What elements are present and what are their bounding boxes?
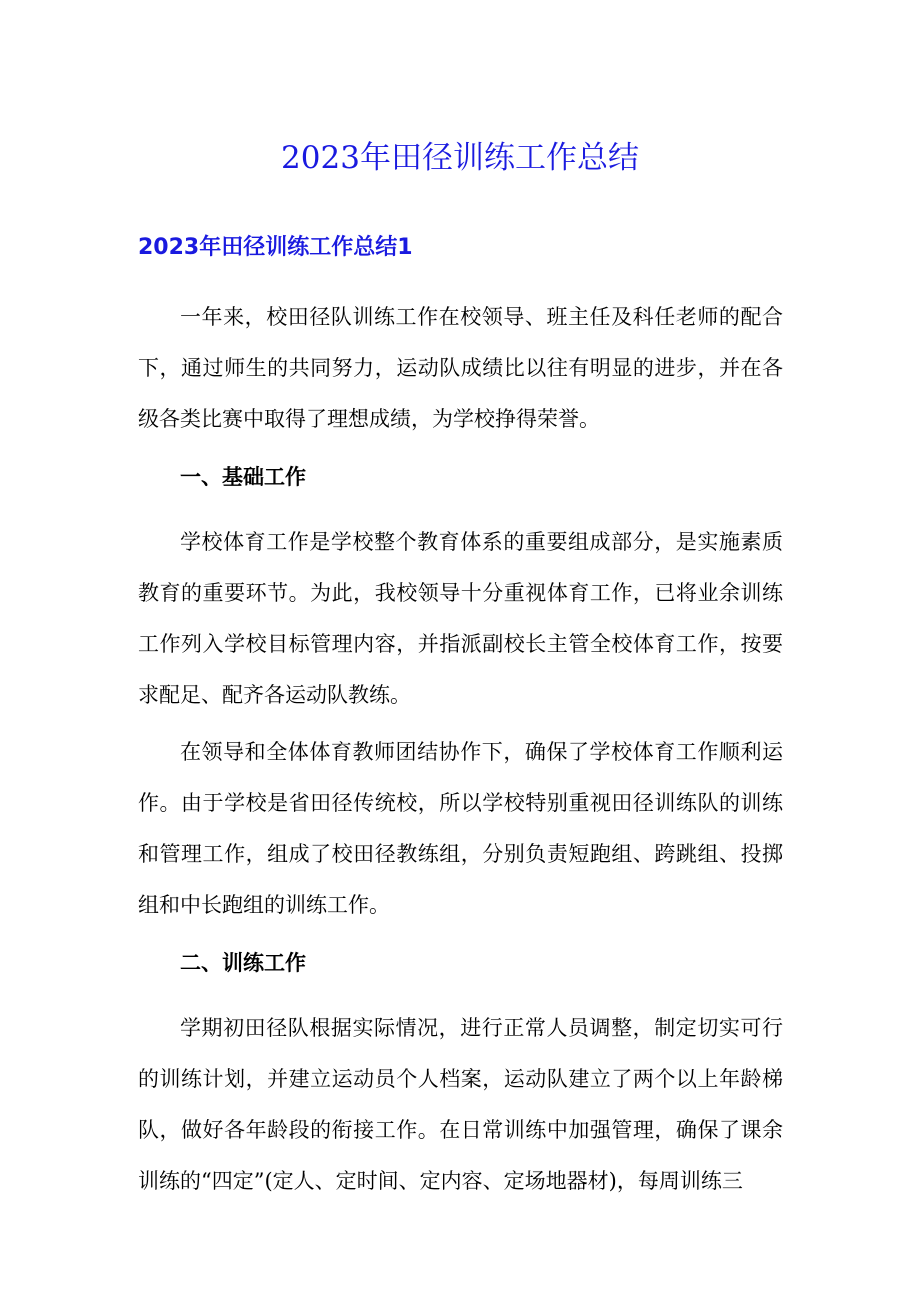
heading-training-work: 二、训练工作 [180,951,306,975]
paragraph-training-work-1: 学期初田径队根据实际情况，进行正常人员调整，制定切实可行的训练计划，并建立运动员个人档案，运动队建立了两个以上年龄梯队，做好各年龄段的衔接工作。在日常训练中加强管理，确保了课余训练的“四定”(定人、定时间、定内容、定场地器材)，每周训练三 [138,1016,783,1193]
heading-basic-work: 一、基础工作 [180,465,306,489]
document-title: 2023年田径训练工作总结 [281,140,639,176]
paragraph-basic-work-2: 在领导和全体体育教师团结协作下，确保了学校体育工作顺利运作。由于学校是省田径传统校，所以学校特别重视田径训练队的训练和管理工作，组成了校田径教练组，分别负责短跑组、跨跳组、投掷组和中长跑组的训练工作。 [138,740,783,917]
paragraph-intro: 一年来，校田径队训练工作在校领导、班主任及科任老师的配合下，通过师生的共同努力，运动队成绩比以往有明显的进步，并在各级各类比赛中取得了理想成绩，为学校挣得荣誉。 [138,305,783,431]
paragraph-basic-work-1: 学校体育工作是学校整个教育体系的重要组成部分，是实施素质教育的重要环节。为此，我校领导十分重视体育工作，已将业余训练工作列入学校目标管理内容，并指派副校长主管全校体育工作，按要求配足、配齐各运动队教练。 [138,530,783,707]
section-title: 2023年田径训练工作总结1 [138,235,413,260]
